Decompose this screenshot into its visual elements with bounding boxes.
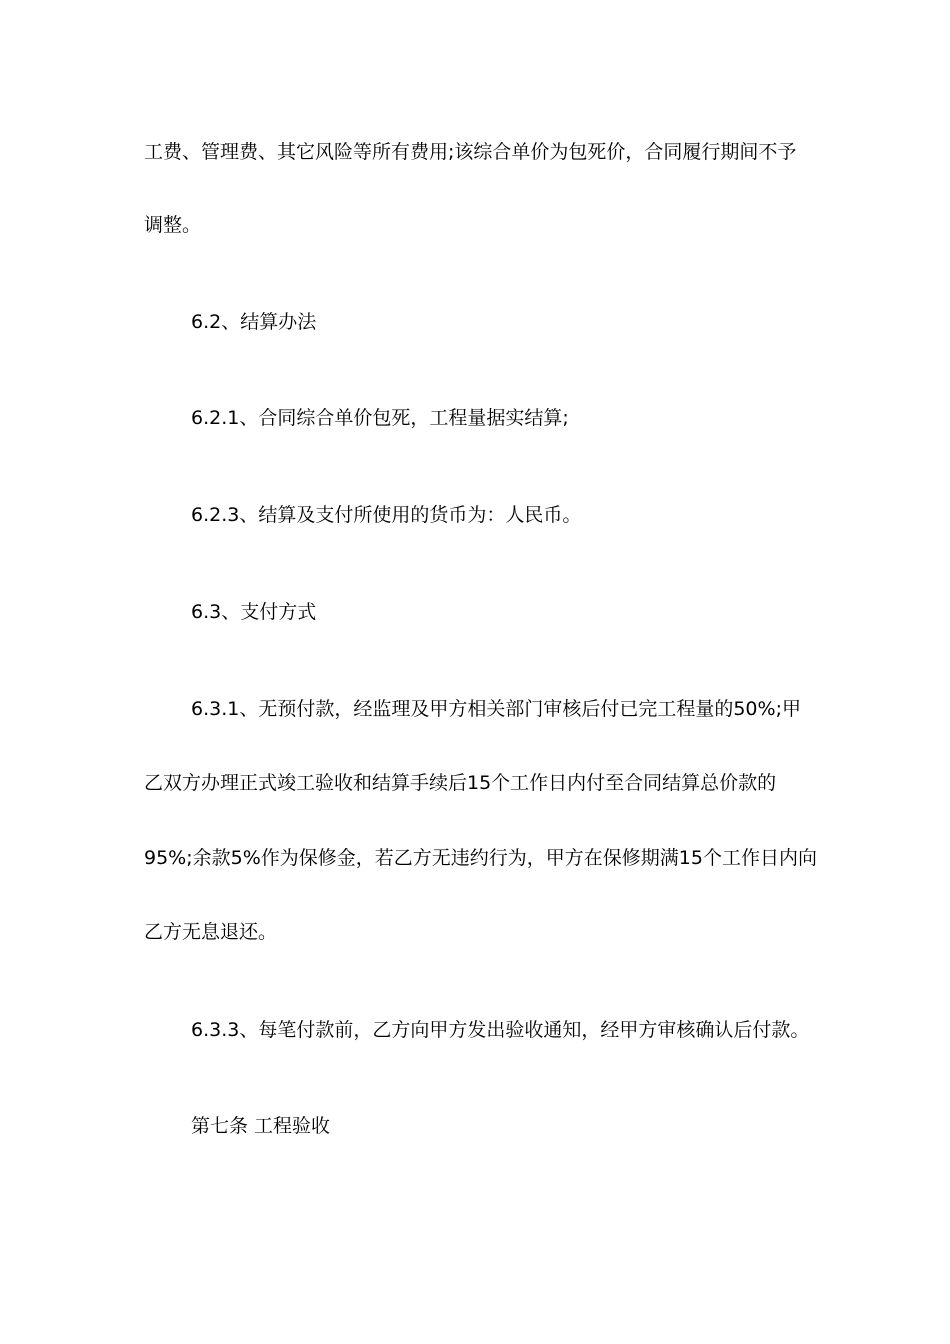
clause-6-2-3: 6.2.3、结算及支付所使用的货币为：人民币。 — [191, 504, 582, 526]
clause-6-3-1-line-3: 95%;余款5%作为保修金，若乙方无违约行为，甲方在保修期满15个工作日内向 — [144, 847, 817, 869]
clause-6-3-1-line-2: 乙双方办理正式竣工验收和结算手续后15个工作日内付至合同结算总价款的 — [144, 772, 777, 794]
clause-6-3-1-line-1: 6.3.1、无预付款，经监理及甲方相关部门审核后付已完工程量的50%;甲 — [191, 698, 801, 720]
clause-6-3-3: 6.3.3、每笔付款前，乙方向甲方发出验收通知，经甲方审核确认后付款。 — [191, 1019, 810, 1041]
section-heading-6-2: 6.2、结算办法 — [191, 311, 317, 333]
article-7-heading: 第七条 工程验收 — [191, 1115, 331, 1137]
paragraph-line-2: 调整。 — [144, 214, 202, 236]
paragraph-line-1: 工费、管理费、其它风险等所有费用;该综合单价为包死价，合同履行期间不予 — [144, 141, 797, 163]
clause-6-3-1-line-4: 乙方无息退还。 — [144, 921, 278, 943]
clause-6-2-1: 6.2.1、合同综合单价包死，工程量据实结算; — [191, 407, 569, 429]
section-heading-6-3: 6.3、支付方式 — [191, 601, 317, 623]
